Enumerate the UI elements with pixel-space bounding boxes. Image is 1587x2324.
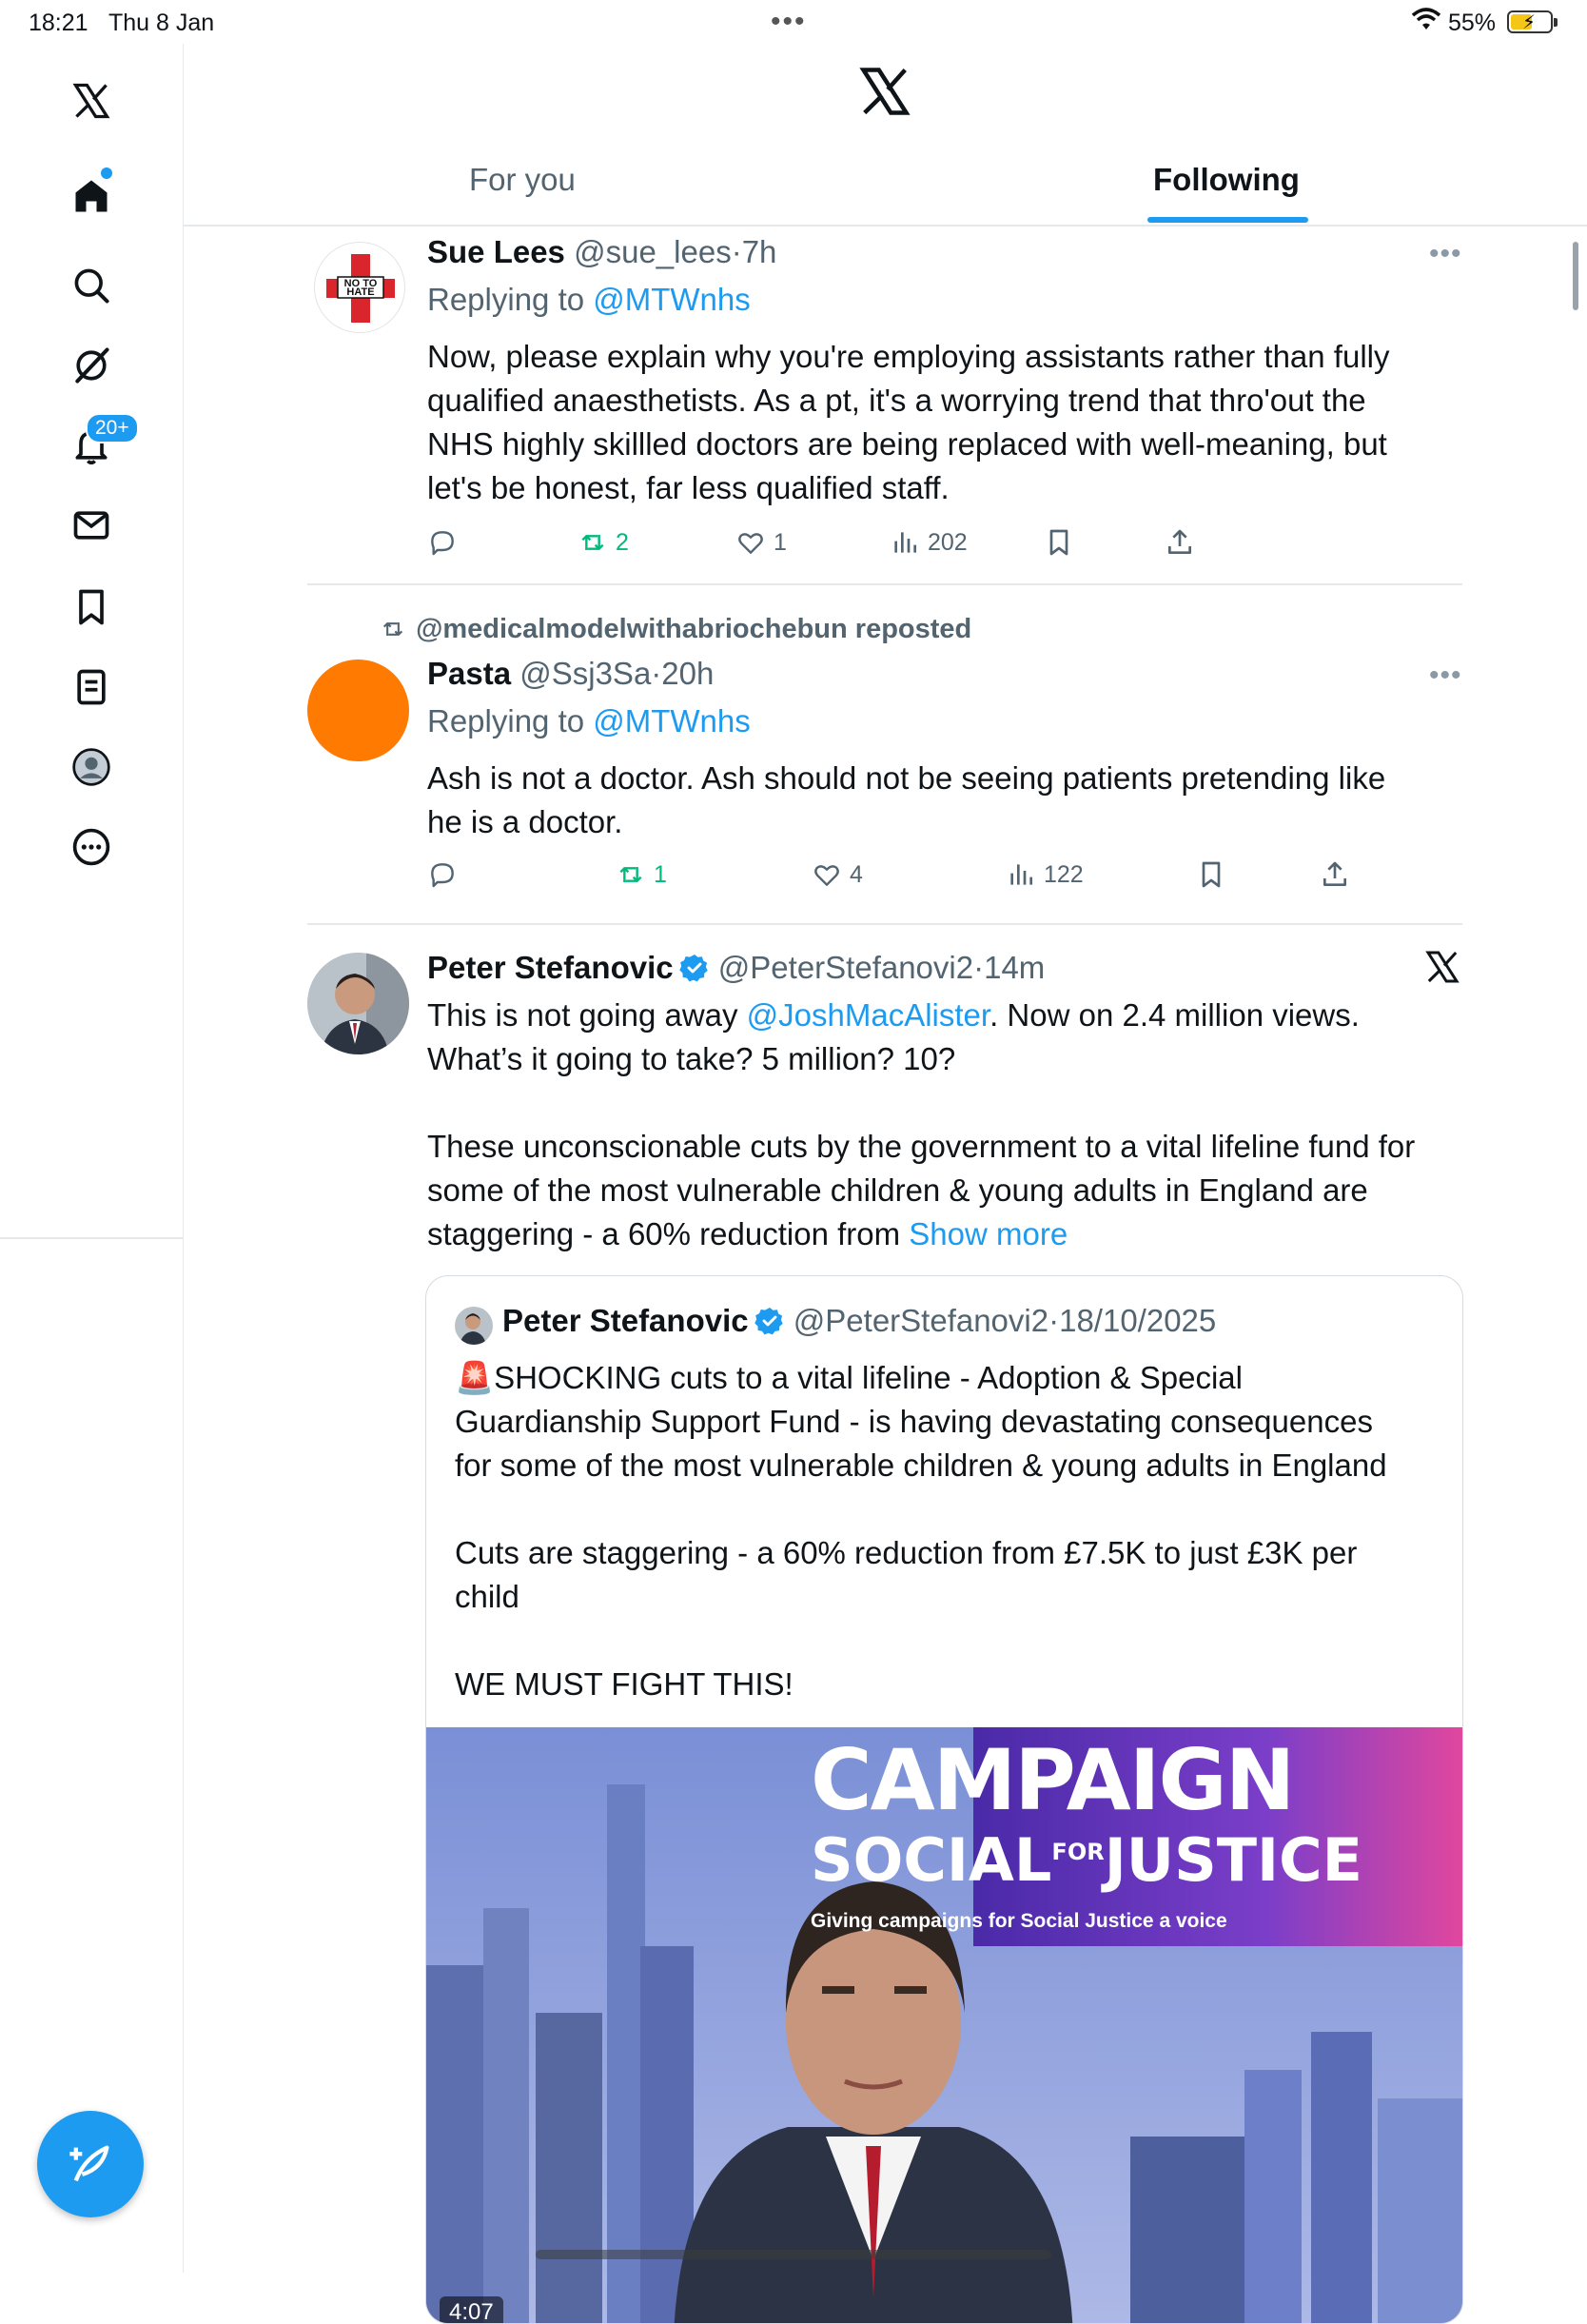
view-count: 202	[928, 528, 968, 556]
replying-to	[427, 703, 751, 739]
tweet-time[interactable]: ·20h	[651, 656, 715, 691]
tweet-time[interactable]: ·7h	[731, 234, 777, 269]
repost-icon	[616, 859, 646, 890]
tweet-time[interactable]: ·14m	[973, 950, 1046, 985]
status-time: 18:21	[29, 10, 88, 36]
tweet-text-line: What’s it going to take? 5 million? 10?	[427, 1041, 956, 1076]
tab-for-you[interactable]: For you	[469, 162, 576, 197]
author-name[interactable]: Pasta	[427, 656, 512, 691]
verified-badge-icon	[754, 1306, 785, 1336]
messages-icon[interactable]	[57, 491, 126, 560]
tweet-text-line: Ash is not a doctor. Ash should not be seeing patients pretending like	[427, 760, 1386, 796]
wifi-icon	[1412, 8, 1440, 32]
quote-text-line	[455, 1356, 1387, 1400]
x-header-logo-icon[interactable]	[856, 63, 913, 120]
quote-text-line: Guardianship Support Fund - is having devastating consequences	[455, 1404, 1373, 1439]
avatar[interactable]	[307, 953, 409, 1054]
avatar[interactable]	[307, 660, 409, 761]
views-icon	[1006, 859, 1036, 890]
home-indicator[interactable]	[536, 2250, 1051, 2259]
repost-button[interactable]	[616, 859, 667, 890]
tweet-actions	[427, 859, 1379, 897]
reply-icon	[427, 859, 458, 890]
like-count: 4	[850, 860, 863, 888]
tweet-header	[427, 950, 1045, 986]
replying-prefix: Replying to	[427, 703, 594, 739]
reply-button[interactable]	[427, 527, 458, 558]
banner-word: JUSTICE	[1104, 1825, 1362, 1895]
compose-button[interactable]	[37, 2111, 144, 2217]
tweet-text	[427, 757, 1385, 844]
bookmark-button[interactable]	[1044, 527, 1074, 558]
bookmark-button[interactable]	[1196, 859, 1226, 890]
sidebar-divider	[0, 1237, 183, 1239]
quote-text-line	[455, 1487, 1387, 1531]
share-button[interactable]	[1320, 859, 1350, 890]
tweet-text-line	[427, 1081, 1415, 1125]
banner-subtitle	[811, 1822, 1362, 1895]
tweet-text	[427, 994, 1415, 1256]
video-player[interactable]	[426, 1727, 1462, 2324]
tweet-text-line: qualified anaesthetists. As a pt, it's a worrying trend that thro'out the	[427, 383, 1366, 418]
active-tab-indicator	[1147, 217, 1308, 223]
author-name[interactable]: Peter Stefanovic	[427, 950, 674, 985]
text-fragment: SHOCKING cuts to a vital lifeline - Adoption & Special	[494, 1360, 1243, 1395]
author-handle[interactable]: @Ssj3Sa	[519, 656, 652, 691]
views-button[interactable]	[1006, 859, 1084, 890]
notifications-badge: 20+	[86, 413, 139, 443]
x-logo-icon[interactable]	[57, 67, 126, 135]
tweet-header	[427, 234, 776, 270]
author-handle[interactable]: @PeterStefanovi2	[717, 950, 974, 985]
bookmark-icon	[1196, 859, 1226, 890]
repost-context	[378, 614, 971, 645]
quote-text-line: for some of the most vulnerable children & young adults in England	[455, 1448, 1387, 1483]
reply-icon	[427, 527, 458, 558]
replying-prefix: Replying to	[427, 282, 594, 317]
bookmarks-icon[interactable]	[57, 573, 126, 641]
tweet-text	[427, 335, 1390, 510]
tweet-actions	[427, 527, 1379, 565]
video-duration: 4:07	[440, 2296, 503, 2324]
battery-percent: 55%	[1448, 10, 1497, 36]
quote-text-line: child	[455, 1579, 519, 1614]
reply-mention-link[interactable]: @MTWnhs	[593, 282, 751, 317]
quote-author-name: Peter Stefanovic	[502, 1303, 749, 1338]
quote-header	[502, 1303, 1216, 1339]
status-bar	[0, 0, 1587, 44]
like-icon	[812, 859, 842, 890]
x-source-icon[interactable]	[1423, 948, 1461, 986]
like-count: 1	[774, 528, 787, 556]
views-icon	[890, 527, 920, 558]
multitasking-dots-icon[interactable]: •••	[771, 6, 807, 37]
home-icon[interactable]	[57, 162, 126, 230]
tweet-header	[427, 656, 714, 692]
grok-icon[interactable]	[57, 331, 126, 400]
compose-icon	[66, 2139, 115, 2189]
like-button[interactable]	[812, 859, 863, 890]
mention-link[interactable]: @JoshMacAlister	[746, 997, 990, 1033]
author-handle[interactable]: @sue_lees	[574, 234, 732, 269]
quote-date: ·18/10/2025	[1048, 1303, 1217, 1338]
tab-following[interactable]: Following	[1153, 162, 1300, 197]
avatar[interactable]	[314, 242, 405, 333]
avatar-text: NO TO HATE	[343, 278, 378, 298]
reply-button[interactable]	[427, 859, 458, 890]
tweet-text-line: he is a doctor.	[427, 804, 623, 839]
more-options-icon[interactable]: •••	[1429, 660, 1462, 691]
like-icon	[735, 527, 766, 558]
notifications-icon[interactable]	[57, 411, 129, 480]
like-button[interactable]	[735, 527, 787, 558]
battery-icon: ⚡	[1507, 10, 1553, 33]
tweet-separator	[307, 583, 1462, 585]
verified-badge-icon	[679, 953, 710, 983]
person-avatar-icon	[455, 1307, 493, 1345]
lists-icon[interactable]	[57, 653, 126, 721]
banner-word: SOCIAL	[811, 1825, 1052, 1895]
search-icon[interactable]	[57, 251, 126, 320]
repost-button[interactable]	[578, 527, 629, 558]
show-more-link[interactable]: Show more	[909, 1216, 1068, 1251]
tweet-text-line: let's be honest, far less qualified staff.	[427, 470, 950, 505]
more-options-icon[interactable]: •••	[1429, 238, 1462, 269]
profile-icon[interactable]	[57, 733, 126, 801]
quote-text-line	[455, 1619, 1387, 1663]
quoted-tweet[interactable]	[425, 1275, 1463, 2324]
text-fragment: staggering - a 60% reduction from	[427, 1216, 910, 1251]
tweet-text-line: These unconscionable cuts by the government to a vital lifeline fund for	[427, 1129, 1416, 1164]
quote-text-line: WE MUST FIGHT THIS!	[455, 1666, 794, 1702]
status-date: Thu 8 Jan	[108, 10, 215, 36]
text-fragment: . Now on 2.4 million views.	[989, 997, 1360, 1033]
repost-count: 2	[616, 528, 629, 556]
tweet-text-line: Now, please explain why you're employing assistants rather than fully	[427, 339, 1390, 374]
tweet-text-line: some of the most vulnerable children & young adults in England are	[427, 1172, 1368, 1208]
tweet-text-line: NHS highly skillled doctors are being replaced with well-meaning, but	[427, 426, 1387, 462]
replying-to	[427, 282, 751, 318]
quote-author-handle: @PeterStefanovi2	[793, 1303, 1049, 1338]
tweet-text-line	[427, 994, 1415, 1037]
tweet-text-line	[427, 1212, 1415, 1256]
scrollbar[interactable]	[1573, 242, 1578, 310]
reply-mention-link[interactable]: @MTWnhs	[593, 703, 751, 739]
quote-avatar	[455, 1307, 493, 1345]
home-unread-dot	[101, 167, 112, 179]
quote-text	[455, 1356, 1387, 1706]
siren-emoji-icon: 🚨	[455, 1360, 495, 1395]
views-button[interactable]	[890, 527, 968, 558]
repost-context-label[interactable]: @medicalmodelwithabriochebun reposted	[416, 614, 972, 644]
header-divider	[184, 225, 1587, 226]
share-icon	[1165, 527, 1195, 558]
more-icon[interactable]	[57, 813, 126, 881]
bookmark-icon	[1044, 527, 1074, 558]
banner-tagline: Giving campaigns for Social Justice a voice	[811, 1910, 1227, 1932]
share-button[interactable]	[1165, 527, 1195, 558]
repost-context-icon	[378, 616, 408, 642]
share-icon	[1320, 859, 1350, 890]
text-fragment: This is not going away	[427, 997, 747, 1033]
person-avatar-icon	[307, 953, 409, 1054]
repost-icon	[578, 527, 608, 558]
repost-count: 1	[654, 860, 667, 888]
quote-text-line: Cuts are staggering - a 60% reduction from £7.5K to just £3K per	[455, 1535, 1358, 1570]
sidebar	[0, 44, 184, 2273]
banner-word: FOR	[1051, 1839, 1105, 1865]
author-name[interactable]: Sue Lees	[427, 234, 565, 269]
view-count: 122	[1044, 860, 1084, 888]
banner-title: CAMPAIGN	[811, 1731, 1294, 1829]
tweet-separator	[307, 923, 1462, 925]
